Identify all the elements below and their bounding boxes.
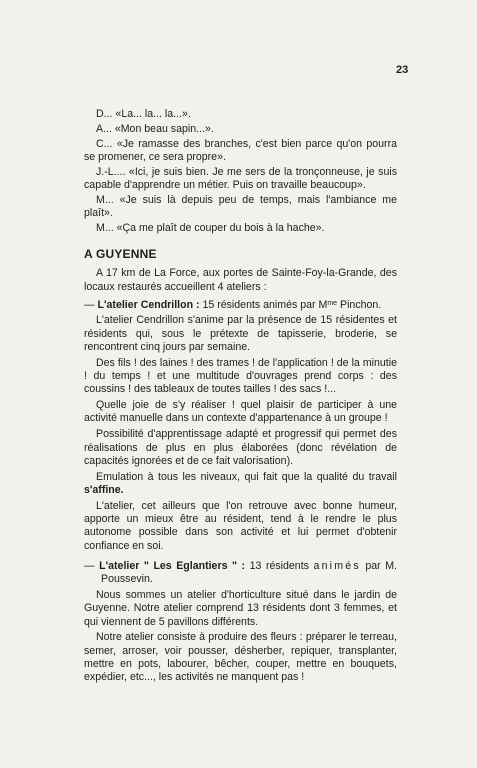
page-number: 23 <box>396 64 409 76</box>
eglantiers-desc-end: par M. Poussevin. <box>101 559 397 586</box>
cendrillon-paragraph: Quelle joie de s'y réaliser ! quel plaisir de participer à une activité manuelle dans un contexte d'appartenance à un groupe ! <box>84 399 397 425</box>
cendrillon-superscript: me <box>327 299 338 307</box>
cendrillon-heading <box>84 297 397 312</box>
dialogue-line: D... «La... la... la...». <box>96 108 191 120</box>
intro-paragraph: A 17 km de La Force, aux portes de Sainte-Foy-la-Grande, des locaux restaurés accueillent 4 ateliers : <box>84 267 397 293</box>
emulation-text: Emulation à tous les niveaux, qui fait que la qualité du travail <box>96 470 397 483</box>
heading-dash: — <box>84 298 98 311</box>
eglantiers-heading <box>84 560 397 587</box>
dialogue-line: J.-L.... «Ici, je suis bien. Je me sers de la tronçonneuse, je suis capable d'apprendre un métier. Puis on travaille beaucoup». <box>84 165 397 191</box>
cendrillon-paragraph: Des fils ! des laines ! des trames ! de l'application ! de la minutie ! du temps ! et une multitude d'ouvrages prend corps : des coussins ! des tableaux de toutes tailles ! des sacs !... <box>84 356 397 396</box>
cendrillon-paragraph: L'atelier Cendrillon s'anime par la présence de 15 résidentes et résidents qui, sous le prétexte de tapisserie, broderie, se rencontrent cinq jours par semaine. <box>84 314 397 353</box>
dialogue-line: A... «Mon beau sapin...». <box>96 122 214 135</box>
dialogue-line: C... «Je ramasse des branches, c'est bien parce qu'on pourra se promener, ce sera propre». <box>84 137 397 163</box>
eglantiers-desc-start: 13 résidents <box>245 559 314 572</box>
emulation-paragraph <box>84 471 397 498</box>
cendrillon-desc-start: 15 résidents animés par M <box>199 298 328 311</box>
eglantiers-spaced-word: animés <box>313 559 361 572</box>
eglantiers-paragraph: Nous sommes un atelier d'horticulture situé dans le jardin de Guyenne. Notre atelier comprend 13 résidents dont 3 femmes, et qui viennent de 5 pavillons différents. <box>84 589 397 628</box>
page-body <box>84 108 397 687</box>
cendrillon-name: L'atelier Cendrillon : <box>97 298 200 311</box>
eglantiers-name: L'atelier " Les Eglantiers " : <box>99 559 246 572</box>
dialogue-block <box>84 108 397 235</box>
cendrillon-paragraph: Possibilité d'apprentissage adapté et progressif qui permet des réalisations de plus en plus élaborées (donc révélation de capacités ignorées et de ce fait valorisation). <box>84 428 397 467</box>
heading-dash: — <box>84 559 100 572</box>
emulation-bold: s'affine. <box>84 483 124 496</box>
dialogue-line: M... «Je suis là depuis peu de temps, mais l'ambiance me plaît». <box>84 193 397 220</box>
eglantiers-paragraph: Notre atelier consiste à produire des fleurs : préparer le terreau, semer, arroser, voir pousser, désherber, repiquer, transplanter, mettre en pots, labourer, bêcher, couper, mettre en bouquets, expédier, etc..., les activités ne manquent pas ! <box>84 631 397 684</box>
cendrillon-desc-end: Pinchon. <box>337 298 382 311</box>
dialogue-line: M... «Ça me plaît de couper du bois à la hache». <box>96 221 325 234</box>
section-title: A GUYENNE <box>84 247 157 262</box>
cendrillon-closing-paragraph: L'atelier, cet ailleurs que l'on retrouve avec bonne humeur, apporte un mieux être au résident, tend à le rendre le plus autonome possible dans son activité et lui permet d'obtenir confiance en soi. <box>84 499 397 552</box>
